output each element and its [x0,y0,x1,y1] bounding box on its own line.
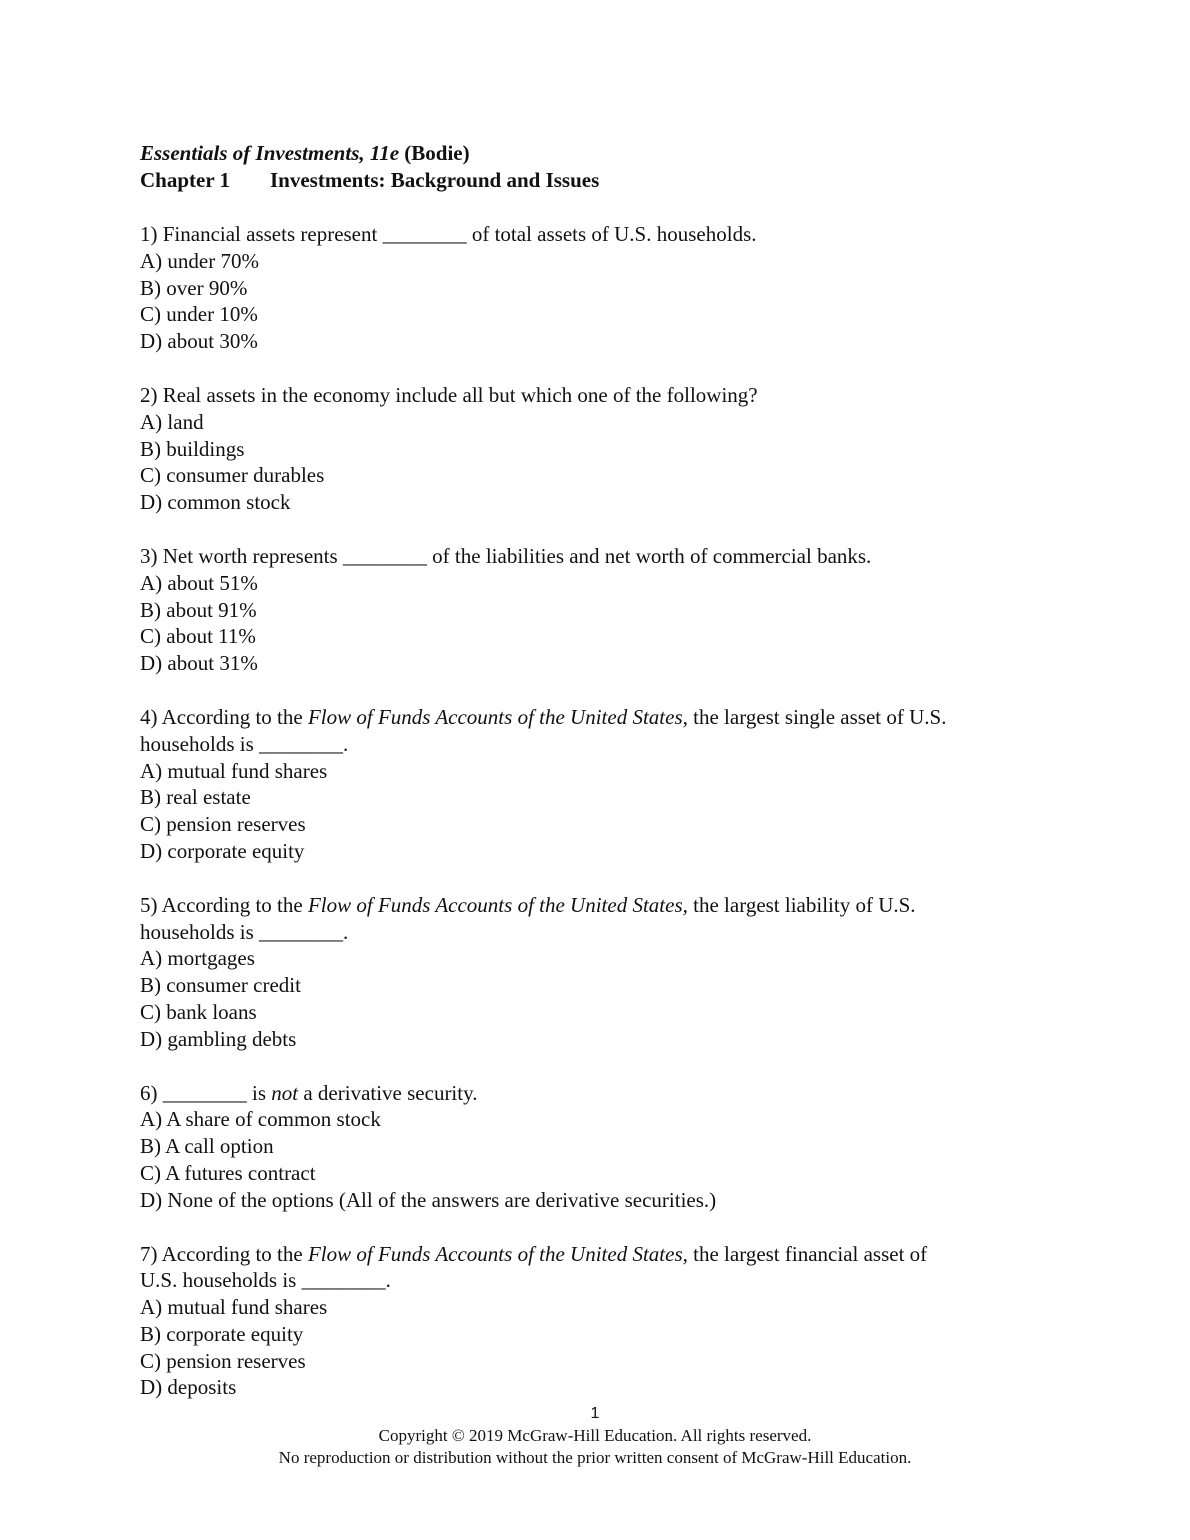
stem-text: 4) According to the [140,704,308,729]
answer-option: B) buildings [140,436,245,461]
stem-text: 5) According to the [140,892,308,917]
question-stem [140,1080,1070,1107]
answer-option: C) pension reserves [140,812,306,837]
question-stem-continued: households is ________. [140,919,349,944]
question-6 [140,1080,1070,1214]
answer-option: A) mutual fund shares [140,1295,328,1320]
answer-option: A) mortgages [140,946,255,971]
question-stem: 2) Real assets in the economy include all but which one of the following? [140,382,758,407]
question-stem-continued: U.S. households is ________. [140,1268,391,1293]
answer-option: A) mutual fund shares [140,758,328,783]
question-2 [140,382,1070,516]
question-stem [140,1241,1070,1268]
stem-italic-text: not [271,1080,299,1105]
question-stem-continued: households is ________. [140,731,349,756]
question-5 [140,892,1070,1053]
answer-option: D) None of the options (All of the answers are derivative securities.) [140,1187,717,1212]
answer-option: D) deposits [140,1375,237,1400]
answer-option: C) bank loans [140,999,257,1024]
chapter-number: Chapter 1 [140,168,231,192]
chapter-title: Investments: Background and Issues [270,168,600,192]
answer-option: A) land [140,409,204,434]
answer-option: D) gambling debts [140,1026,297,1051]
question-3 [140,543,1070,677]
page-footer [0,1403,1190,1469]
answer-option: D) common stock [140,490,291,515]
book-author: (Bodie) [404,141,470,165]
stem-text: the largest single asset of U.S. [687,704,947,729]
chapter-heading [140,167,1070,194]
answer-option: D) about 31% [140,651,258,676]
reproduction-notice: No reproduction or distribution without the prior written consent of McGraw-Hill Education. [278,1448,912,1467]
stem-text: 6) ________ is [140,1080,272,1105]
page-number: 1 [590,1405,600,1422]
answer-option: D) corporate equity [140,838,305,863]
question-stem: 3) Net worth represents ________ of the liabilities and net worth of commercial banks. [140,543,872,568]
answer-option: A) under 70% [140,248,259,273]
question-stem [140,892,1070,919]
answer-option: C) under 10% [140,302,258,327]
stem-text: the largest financial asset of [687,1241,928,1266]
answer-option: D) about 30% [140,329,258,354]
document-page [140,140,1070,1401]
answer-option: B) consumer credit [140,973,301,998]
answer-option: A) about 51% [140,570,258,595]
answer-option: B) A call option [140,1134,274,1159]
stem-text: 7) According to the [140,1241,308,1266]
document-title [140,140,1070,167]
answer-option: A) A share of common stock [140,1107,381,1132]
stem-text: a derivative security. [298,1080,478,1105]
stem-italic-text: Flow of Funds Accounts of the United States, [307,1241,688,1266]
answer-option: C) consumer durables [140,463,325,488]
question-7 [140,1241,1070,1402]
answer-option: C) pension reserves [140,1348,306,1373]
copyright-line: Copyright © 2019 McGraw-Hill Education. All rights reserved. [378,1426,812,1445]
answer-option: B) over 90% [140,275,248,300]
book-title: Essentials of Investments, 11e [140,141,400,165]
answer-option: B) corporate equity [140,1321,304,1346]
question-1 [140,221,1070,355]
stem-text: the largest liability of U.S. [687,892,916,917]
answer-option: C) A futures contract [140,1160,316,1185]
question-stem: 1) Financial assets represent ________ of total assets of U.S. households. [140,222,757,246]
answer-option: B) about 91% [140,597,257,622]
question-4 [140,704,1070,865]
answer-option: B) real estate [140,785,251,810]
question-stem [140,704,1070,731]
answer-option: C) about 11% [140,624,256,649]
stem-italic-text: Flow of Funds Accounts of the United States, [307,704,688,729]
stem-italic-text: Flow of Funds Accounts of the United States, [307,892,688,917]
